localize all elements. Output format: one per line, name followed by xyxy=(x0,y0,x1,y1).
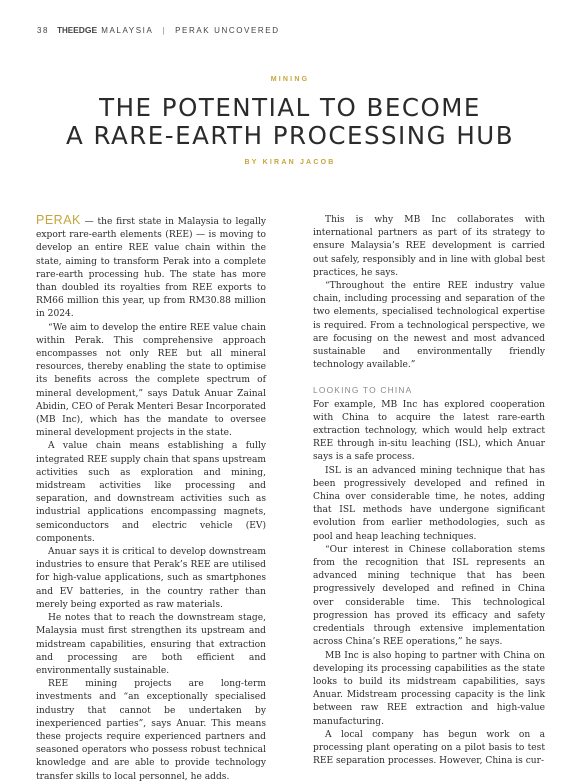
paragraph: MB Inc is also hoping to partner with China on developing its processing capabilities as the state looks to build its midstream capabilities, says Anuar. Midstream processing capacity is the link between raw REE extraction and high-value manufacturing. xyxy=(313,650,545,727)
paragraph: For example, MB Inc has explored cooperation with China to acquire the latest rare-earth extraction technology, which would help extract REE through in-situ leaching (ISL), which Anuar says is a safe process. xyxy=(313,399,545,463)
paragraph: He notes that to reach the downstream stage, Malaysia must first strengthen its upstream and midstream capabilities, ensuring that extraction and processing are both efficient and environmentally sustainable. xyxy=(36,613,266,676)
paragraph: REE mining projects are long-term investments and “an exceptionally specialised industry that cannot be undertaken by inexperienced parties”, says Anuar. This means these projects require experienced partners and seasoned operators who possess robust technical knowledge and are able to provide technology transfer skills to local personnel, he adds. xyxy=(36,679,266,782)
article-column-right xyxy=(313,214,545,768)
article-title xyxy=(0,94,580,150)
header-separator: | xyxy=(162,25,167,35)
paragraph: PERAK — the first state in Malaysia to legally export rare-earth elements (REE) — is moving to develop an entire REE value chain within the state, aiming to transform Perak into a complete rare-earth processing hub. The state has more than doubled its royalties from REE exports to RM66 million this year, up from RM30.88 million in 2024. xyxy=(36,213,266,320)
paragraph: “Throughout the entire REE industry value chain, including processing and separation of the two elements, specialised technological expertise is required. From a technological perspective, we are focusing on the newest and most advanced sustainable and environmentally friendly technology available.” xyxy=(313,281,545,371)
article-kicker: MINING xyxy=(270,76,310,83)
section-name: PERAK UNCOVERED xyxy=(175,25,280,35)
article-column-left xyxy=(36,214,266,784)
paragraph: A value chain means establishing a fully integrated REE supply chain that spans upstream activities such as exploration and mining, midstream activities like processing and separation, and downstream activities such as industrial applications encompassing magnets, semiconductors and electric vehicle (EV) components. xyxy=(36,441,266,544)
article-byline: BY KIRAN JACOB xyxy=(244,159,336,166)
paragraph: This is why MB Inc collaborates with international partners as part of its strategy to ensure Malaysia’s REE development is carried out safely, responsibly and in line with global best practices, he says. xyxy=(313,215,545,278)
section-subhead: LOOKING TO CHINA xyxy=(313,385,413,396)
page-header xyxy=(37,25,280,35)
paragraph: “We aim to develop the entire REE value chain within Perak. This comprehensive approach encompasses not only REE but all mineral resources, thereby enabling the state to optimise its benefits across the complete spectrum of mineral development,” says Datuk Anuar Zainal Abidin, CEO of Perak Menteri Besar Incorporated (MB Inc), which has the mandate to oversee mineral development projects in the state. xyxy=(36,322,267,439)
paragraph: ISL is an advanced mining technique that has been progressively developed and refined in China over considerable time, he notes, adding that ISL methods have undergone significant evolution from earlier methodologies, such as pool and heap leaching techniques. xyxy=(313,465,545,542)
article-title-line-1: THE POTENTIAL TO BECOME xyxy=(99,93,481,122)
paragraph: Anuar says it is critical to develop downstream industries to ensure that Perak’s REE are utilised for high-value applications, such as smartphones and EV batteries, in the country rather than merely being exported as raw materials. xyxy=(36,547,266,610)
article-title-line-2: A RARE-EARTH PROCESSING HUB xyxy=(65,121,515,150)
page-number: 38 xyxy=(37,25,50,35)
paragraph: “Our interest in Chinese collaboration stems from the recognition that ISL represents an advanced mining technique that has been progressively developed and refined in China over considerable time. This technological progression has proved its efficacy and safety credentials through extensive implementation across China’s REE operations,” he says. xyxy=(313,544,545,648)
lead-word: PERAK xyxy=(36,213,81,227)
publication-country: MALAYSIA xyxy=(101,25,154,35)
publication-logo: THEEDGE xyxy=(57,25,98,35)
paragraph: A local company has begun work on a processing plant operating on a pilot basis to test REE separation processes. However, China is cur- xyxy=(313,729,545,767)
